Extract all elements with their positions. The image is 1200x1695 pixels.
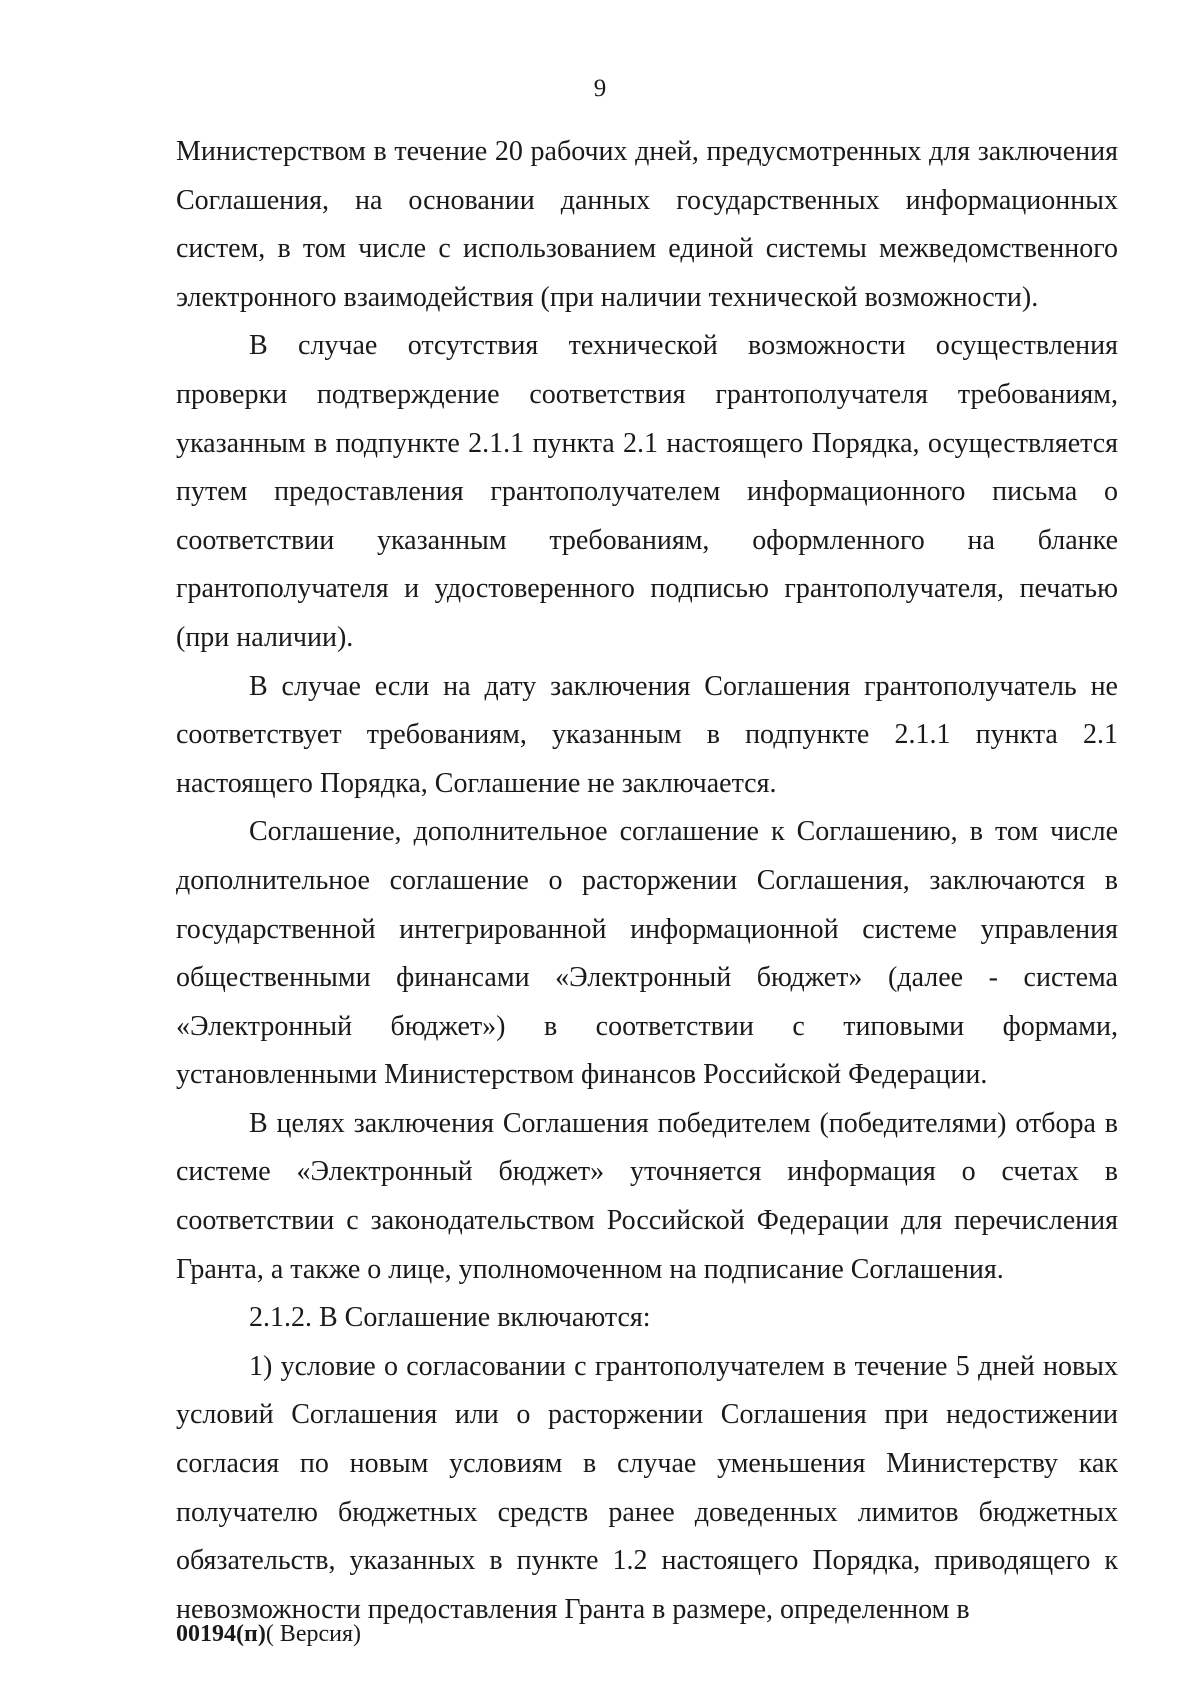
page-number: 9 <box>593 75 607 102</box>
paragraph-electronic-budget: Соглашение, дополнительное соглашение к Соглашению, в том числе дополнительное соглашение о расторжении Соглашения, заключаются в государственной интегрированной информационной системе управления общественными финансами «Электронный бюджет» (далее - система «Электронный бюджет») в соответствии с типовыми формами, установленными Министерством финансов Российской Федерации. <box>176 816 1118 1091</box>
paragraph-account-info: В целях заключения Соглашения победителем (победителями) отбора в системе «Электронный бюджет» уточняется информация о счетах в соответствии с законодательством Российской Федерации для перечисления Гранта, а также о лице, уполномоченном на подписание Соглашения. <box>176 1107 1118 1285</box>
paragraph-noncompliance: В случае если на дату заключения Соглашения грантополучатель не соответствует требованиям, указанным в подпункте 2.1.1 пункта 2.1 настоящего Порядка, Соглашение не заключается. <box>176 670 1118 799</box>
section-heading-2-1-2: 2.1.2. В Соглашение включаются: <box>249 1302 651 1334</box>
paragraph-continuation: Министерством в течение 20 рабочих дней, предусмотренных для заключения Соглашения, на основании данных государственных информационных систем, в том числе с использованием единой системы межведомственного электронного взаимодействия (при наличии технической возможности). <box>176 136 1118 313</box>
document-footer <box>176 1619 361 1649</box>
document-body <box>176 128 1118 1634</box>
document-version: ( Версия) <box>265 1621 361 1647</box>
document-code: 00194(п) <box>176 1621 266 1647</box>
list-item-1: 1) условие о согласовании с грантополучателем в течение 5 дней новых условий Соглашения или о расторжении Соглашения при недостижении согласия по новым условиям в случае уменьшения Министерству как получателю бюджетных средств ранее доведенных лимитов бюджетных обязательств, указанных в пункте 1.2 настоящего Порядка, приводящего к невозможности предоставления Гранта в размере, определенном в <box>176 1350 1118 1625</box>
paragraph-verification-alternative: В случае отсутствия технической возможности осуществления проверки подтверждение соответствия грантополучателя требованиям, указанным в подпункте 2.1.1 пункта 2.1 настоящего Порядка, осуществляется путем предоставления грантополучателем информационного письма о соответствии указанным требованиям, оформленного на бланке грантополучателя и удостоверенного подписью грантополучателя, печатью (при наличии). <box>176 330 1118 653</box>
